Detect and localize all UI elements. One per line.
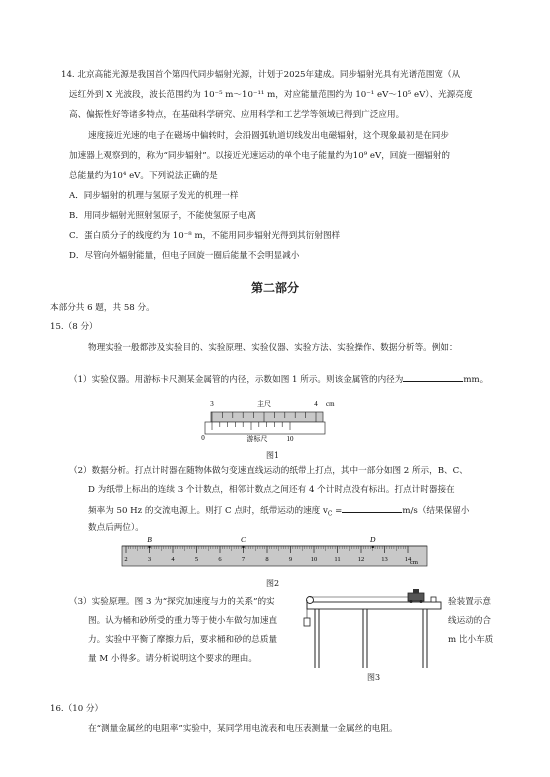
cart-weight-icon (413, 589, 419, 593)
main-scale-4: 4 (314, 400, 318, 408)
answer-blank-2[interactable] (342, 504, 402, 513)
cart-pulley-apparatus-figure (303, 588, 445, 670)
main-scale-cm: cm (326, 400, 335, 408)
sand-bucket-icon (304, 618, 310, 626)
ruler-tick-label: 3 (147, 556, 152, 563)
q14-option-c: C．蛋白质分子的线度约为 10⁻⁸ m，不能用同步辐射光得到其衍射图样 (69, 231, 341, 241)
q14-option-b: B．用同步辐射光照射氢原子，不能使氢原子电离 (69, 211, 256, 221)
point-b-label: B (147, 535, 152, 544)
ruler-tick-label: 5 (194, 556, 199, 563)
vernier-0: 0 (201, 434, 205, 442)
q14-option-d: D．尽管向外辐射能量，但电子回旋一圈后能量不会明显减小 (69, 251, 300, 261)
q14-line-5: 加速器上观察到的，称为“同步辐射”。以接近光速运动的单个电子能量约为10⁹ eV，回旋一圈辐射的 (69, 151, 450, 161)
q16-heading: 16.（10 分） (50, 704, 104, 714)
figure-3-caption: 图3 (367, 673, 381, 682)
point-c-label: C (240, 535, 247, 544)
q15-part2-unit: m/s（结果保留小 (402, 506, 470, 516)
q15-part1-text (69, 373, 488, 386)
cart-icon (408, 593, 424, 601)
ruler-tick-label: 8 (265, 556, 269, 563)
equals-sign: = (332, 506, 343, 516)
q15-part2-line-4: 数点后两位）。 (88, 523, 144, 533)
ruler-unit: cm (410, 559, 418, 566)
vernier-caliper-figure (201, 395, 335, 443)
q14-option-a: A．同步辐射的机理与氢原子发光的机理一样 (69, 191, 239, 201)
q15-heading: 15.（8 分） (50, 322, 98, 332)
q14-line-3: 高、偏振性好等诸多特点，在基础科学研究、应用科学和工艺学等领域已得到广泛应用。 (69, 110, 405, 120)
ruler-tick-label: 2 (124, 556, 128, 563)
timer-icon (431, 597, 436, 602)
point-d-label: D (370, 535, 376, 544)
q15-part1-unit: mm。 (463, 375, 489, 385)
track-board (307, 602, 441, 609)
pulley-icon (307, 597, 314, 604)
cart-wheel-icon (410, 600, 413, 603)
ruler-tick-label: 10 (310, 556, 318, 563)
q15-part3-line-1: （3）实验原理。图 3 为“探究加速度与力的关系”的实 (69, 597, 275, 607)
q15-part2-line-2: D 为纸带上标出的连续 3 个计数点，相邻计数点之间还有 4 个计时点没有标出。打点计时器接在 (88, 485, 455, 495)
point-d-dot (372, 546, 374, 548)
q15-intro: 物理实验一般都涉及实验目的、实验原理、实验仪器、实验方法、实验操作、数据分析等。例如： (88, 343, 458, 353)
q15-part2-line-1: （2）数据分析。打点计时器在随物体做匀变速直线运动的纸带上打点，其中一部分如图 2 所示，B、C、 (69, 466, 468, 476)
q15-part3-right-1: 验装置示意 (448, 597, 491, 607)
ruler-tick-label: 14 (404, 556, 412, 563)
velocity-subscript: C (327, 510, 333, 518)
ruler-tick-label: 12 (357, 556, 365, 563)
ruler-tick-label: 13 (381, 556, 388, 563)
vernier-label: 游标尺 (246, 435, 268, 443)
point-c-dot (242, 546, 244, 548)
ruler-tick-label: 4 (171, 556, 175, 563)
ruler-tick-label: 7 (241, 556, 246, 563)
ruler-tick-label: 11 (334, 556, 341, 563)
q15-part3-line-3: 力。实验中平衡了摩擦力后，要求桶和砂的总质量 (88, 635, 278, 645)
q14-line-1: 14. 北京高能光源是我国首个第四代同步辐射光源，计划于2025年建成。同步辐射光具有光谱范围宽（从 (61, 70, 461, 80)
main-scale-bar (211, 412, 323, 422)
q15-part3-line-2: 图。认为桶和砂所受的重力等于使小车做匀加速直 (88, 616, 278, 626)
tape-ruler-figure (122, 533, 432, 573)
answer-blank-1[interactable] (403, 373, 463, 382)
figure-1-caption: 图1 (266, 451, 280, 460)
figure-2-caption: 图2 (266, 579, 280, 588)
q15-part3-line-4: 量 M 小得多。请分析说明这个要求的理由。 (88, 654, 257, 664)
q16-line-1: 在“测量金属丝的电阻率”实验中，某同学用电流表和电压表测量一金属丝的电阻。 (88, 724, 398, 734)
main-scale-3: 3 (210, 400, 214, 408)
vernier-scale-bar (205, 422, 325, 434)
q15-part2-text: 频率为 50 Hz 的交流电源上。则打 C 点时，纸带运动的速度 v (88, 506, 328, 516)
cart-wheel-icon (420, 600, 423, 603)
q14-line-6: 总能量约为10⁴ eV。下列说法正确的是 (69, 171, 218, 181)
q15-part1-question: （1）实验仪器。用游标卡尺测某金属管的内径，示数如图 1 所示。则该金属管的内径为 (69, 375, 404, 385)
q15-part3-right-3: m 比小车质 (448, 635, 494, 645)
q15-part2-line-3 (88, 504, 469, 520)
q14-line-4: 速度接近光速的电子在磁场中偏转时，会沿圆弧轨道切线发出电磁辐射，这个现象最初是在同步 (88, 131, 449, 141)
ruler-tick-label: 6 (218, 556, 222, 563)
part-two-title: 第二部分 (250, 281, 299, 295)
q14-line-2: 远红外到 X 光波段，波长范围约为 10⁻⁵ m～10⁻¹¹ m，对应能量范围约为 10⁻¹ eV～10⁵ eV）、光源亮度 (69, 90, 473, 100)
main-scale-label: 主尺 (257, 400, 271, 408)
part-two-intro: 本部分共 6 题，共 58 分。 (50, 303, 155, 313)
point-b-dot (148, 546, 150, 548)
ruler-tick-label: 9 (288, 556, 293, 563)
vernier-10: 10 (286, 435, 294, 443)
q15-part3-right-2: 线运动的合 (448, 616, 491, 626)
